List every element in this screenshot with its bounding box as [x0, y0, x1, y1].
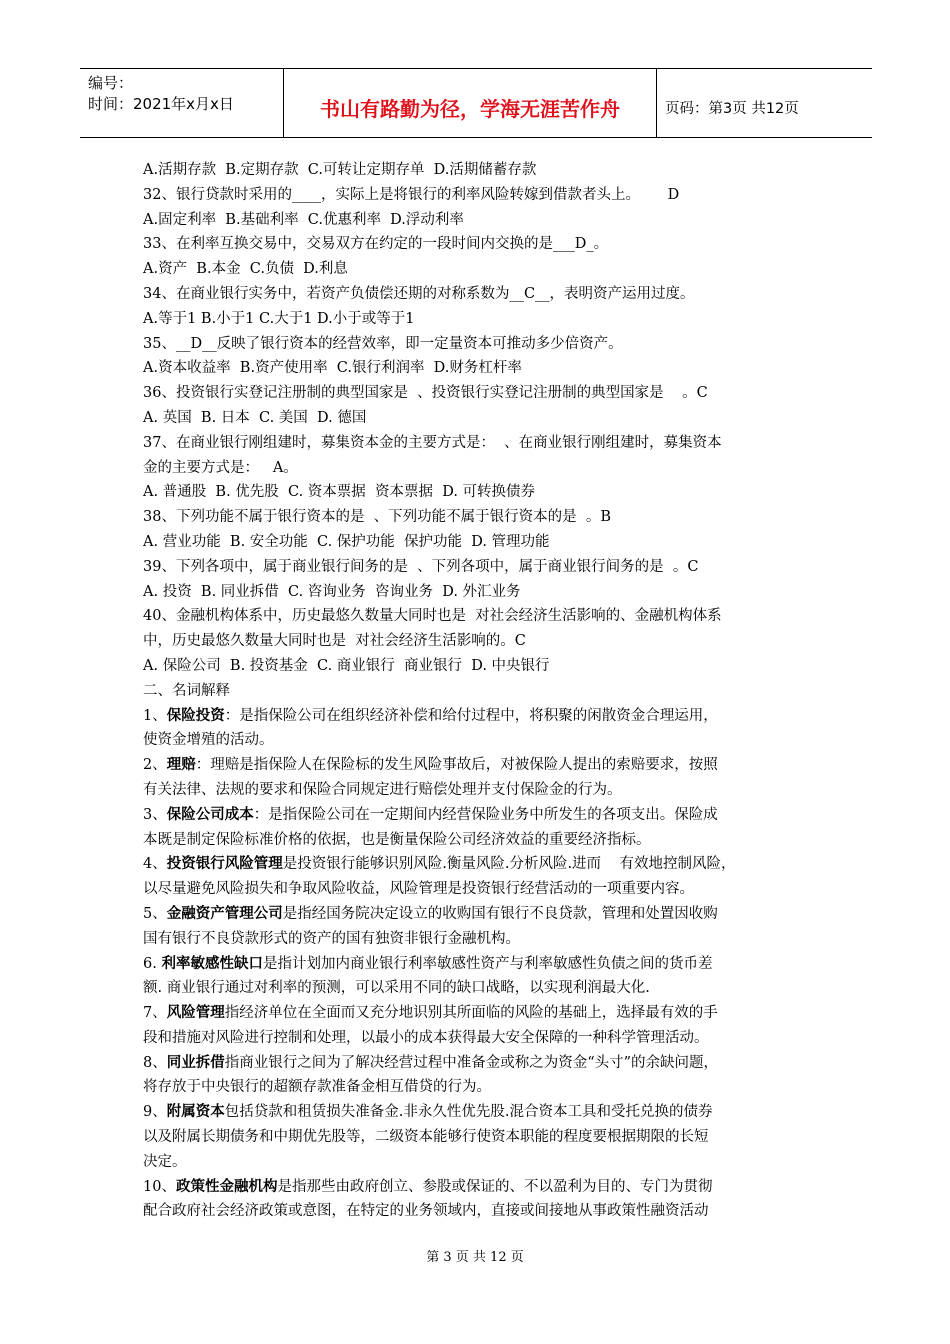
line-text: 段和措施对风险进行控制和处理，以最小的成本获得最大安全保障的一种科学管理活动。: [143, 1029, 709, 1046]
line-text: 本既是制定保险标准价格的依据，也是衡量保险公司经济效益的重要经济指标。: [143, 831, 651, 848]
text-line: [143, 604, 811, 629]
line-text: 33、在利率互换交易中，交易双方在约定的一段时间内交换的是___D_。: [143, 236, 609, 253]
line-text: 32、银行贷款时采用的____，实际上是将银行的利率风险转嫁到借款者头上。 D: [143, 186, 680, 203]
term-heading: 风险管理: [166, 1005, 225, 1022]
item-number: 8、: [143, 1054, 167, 1071]
line-text: 指经济单位在全面而又充分地识别其所面临的风险的基础上，选择最有效的手: [224, 1005, 718, 1022]
term-heading: 保险公司成本: [166, 806, 254, 823]
text-line: [143, 232, 811, 257]
line-text: 39、下列各项中，属于商业银行间务的是 、下列各项中，属于商业银行间务的是 。C: [143, 558, 699, 575]
text-line: [143, 852, 811, 877]
line-text: 中，历史最悠久数量大同时也是 对社会经济生活影响的。C: [143, 633, 526, 650]
line-text: 38、下列功能不属于银行资本的是 、下列功能不属于银行资本的是 。B: [143, 509, 612, 526]
item-number: 1、: [143, 707, 167, 724]
line-text: 使资金增殖的活动。: [143, 732, 274, 749]
page-header: [80, 68, 872, 138]
line-text: 金的主要方式是： A。: [143, 459, 298, 476]
text-line: [143, 927, 811, 952]
text-line: [143, 456, 811, 481]
line-text: 将存放于中央银行的超额存款准备金相互借贷的行为。: [143, 1079, 491, 1096]
text-line: [143, 1199, 811, 1224]
text-line: [143, 976, 811, 1001]
header-motto: 书山有路勤为径，学海无涯苦作舟: [284, 69, 657, 137]
line-text: 是指那些由政府创立、参股或保证的、不以盈利为目的、专门为贯彻: [277, 1178, 713, 1195]
text-line: [143, 778, 811, 803]
term-heading: 金融资产管理公司: [166, 905, 283, 922]
item-number: 2、: [143, 757, 167, 774]
text-line: [143, 1075, 811, 1100]
text-line: [143, 679, 811, 704]
text-line: [143, 654, 811, 679]
line-text: A. 营业功能 B. 安全功能 C. 保护功能 保护功能 D. 管理功能: [143, 533, 550, 550]
text-line: [143, 381, 811, 406]
text-line: [143, 1026, 811, 1051]
header-meta: [80, 69, 284, 137]
term-heading: 附属资本: [166, 1104, 225, 1121]
text-line: [143, 753, 811, 778]
text-line: [143, 1051, 811, 1076]
header-page-info: 页码：第3页 共12页: [665, 100, 799, 117]
term-heading: 投资银行风险管理: [166, 856, 283, 873]
text-line: [143, 1001, 811, 1026]
term-heading: 政策性金融机构: [175, 1178, 278, 1195]
line-text: 是指经国务院决定设立的收购国有银行不良贷款，管理和处置因收购: [282, 905, 718, 922]
line-text: 是投资银行能够识别风险.衡量风险.分析风险.进而 有效地控制风险，: [282, 856, 736, 873]
item-number: 6.: [143, 955, 162, 972]
line-text: 以尽量避免风险损失和争取风险收益，风险管理是投资银行经营活动的一项重要内容。: [143, 881, 694, 898]
term-heading: 理赔: [166, 757, 196, 774]
line-text: ：是指保险公司在组织经济补偿和给付过程中，将积聚的闲散资金合理运用，: [224, 707, 718, 724]
text-line: [143, 902, 811, 927]
line-text: A.固定利率 B.基础利率 C.优惠利率 D.浮动利率: [143, 211, 464, 228]
line-text: A.等于1 B.小于1 C.大于1 D.小于或等于1: [143, 310, 415, 327]
text-line: [143, 332, 811, 357]
text-line: [143, 480, 811, 505]
line-text: A. 投资 B. 同业拆借 C. 咨询业务 咨询业务 D. 外汇业务: [143, 583, 521, 600]
text-line: [143, 1150, 811, 1175]
text-line: [143, 282, 811, 307]
text-line: [143, 629, 811, 654]
line-text: ：理赔是指保险人在保险标的发生风险事故后，对被保险人提出的索赔要求，按照: [195, 757, 718, 774]
page-footer: 第 3 页 共 12 页: [426, 1250, 524, 1265]
text-line: [143, 356, 811, 381]
item-number: 7、: [143, 1005, 167, 1022]
text-line: [143, 728, 811, 753]
line-text: 40、金融机构体系中，历史最悠久数量大同时也是 对社会经济生活影响的、金融机构体系: [143, 608, 722, 625]
line-text: A. 英国 B. 日本 C. 美国 D. 德国: [143, 409, 367, 426]
text-line: [143, 307, 811, 332]
text-line: [143, 1100, 811, 1125]
line-text: 二、名词解释: [143, 682, 230, 699]
line-text: 35、__D__反映了银行资本的经营效率，即一定量资本可推动多少倍资产。: [143, 335, 623, 352]
line-text: 是指计划加内商业银行利率敏感性资产与利率敏感性负债之间的货币差: [262, 955, 713, 972]
line-text: ：是指保险公司在一定期间内经营保险业务中所发生的各项支出。保险成: [253, 806, 718, 823]
text-line: [143, 1175, 811, 1200]
line-text: 36、投资银行实登记注册制的典型国家是 、投资银行实登记注册制的典型国家是 。C: [143, 385, 708, 402]
text-line: [143, 877, 811, 902]
text-line: [143, 406, 811, 431]
line-text: A.资本收益率 B.资产使用率 C.银行利润率 D.财务杠杆率: [143, 360, 522, 377]
line-text: A.资产 B.本金 C.负债 D.利息: [143, 261, 348, 278]
text-line: [143, 530, 811, 555]
text-line: [143, 803, 811, 828]
text-line: [143, 208, 811, 233]
term-heading: 保险投资: [166, 707, 225, 724]
text-line: [143, 431, 811, 456]
text-line: [143, 704, 811, 729]
text-line: [143, 257, 811, 282]
line-text: 指商业银行之间为了解决经营过程中准备金或称之为资金“头寸”的余缺问题，: [224, 1054, 719, 1071]
term-heading: 利率敏感性缺口: [161, 955, 263, 972]
line-text: 决定。: [143, 1153, 187, 1170]
item-number: 5、: [143, 905, 167, 922]
line-text: 国有银行不良贷款形式的资产的国有独资非银行金融机构。: [143, 930, 520, 947]
item-number: 9、: [143, 1104, 167, 1121]
line-text: A.活期存款 B.定期存款 C.可转让定期存单 D.活期储蓄存款: [143, 162, 537, 178]
item-number: 4、: [143, 856, 167, 873]
line-text: 包括贷款和租赁损失准备金.非永久性优先股.混合资本工具和受托兑换的债券: [224, 1104, 713, 1121]
text-line: [143, 1125, 811, 1150]
term-heading: 同业拆借: [166, 1054, 225, 1071]
item-number: 3、: [143, 806, 167, 823]
text-line: [143, 505, 811, 530]
time-label: 时间：2021年x月x日: [88, 95, 234, 113]
line-text: A. 普通股 B. 优先股 C. 资本票据 资本票据 D. 可转换债券: [143, 484, 536, 501]
line-text: A. 保险公司 B. 投资基金 C. 商业银行 商业银行 D. 中央银行: [143, 657, 550, 674]
text-line: [143, 828, 811, 853]
text-line: [143, 555, 811, 580]
text-line: [143, 183, 811, 208]
line-text: 配合政府社会经济政策或意图，在特定的业务领域内，直接或间接地从事政策性融资活动: [143, 1203, 709, 1220]
text-line: [143, 952, 811, 977]
text-line: [143, 158, 811, 183]
line-text: 37、在商业银行刚组建时，募集资本金的主要方式是： 、在商业银行刚组建时，募集资本: [143, 434, 722, 451]
line-text: 有关法律、法规的要求和保险合同规定进行赔偿处理并支付保险金的行为。: [143, 781, 622, 798]
text-line: [143, 580, 811, 605]
line-text: 以及附属长期债务和中期优先股等，二级资本能够行使资本职能的程度要根据期限的长短: [143, 1129, 709, 1146]
serial-label: 编号：: [88, 74, 134, 92]
item-number: 10、: [143, 1178, 176, 1195]
document-body: [143, 158, 811, 1224]
line-text: 34、在商业银行实务中，若资产负债偿还期的对称系数为__C__，表明资产运用过度。: [143, 285, 695, 302]
line-text: 额. 商业银行通过对利率的预测，可以采用不同的缺口战略，以实现利润最大化.: [143, 980, 650, 997]
